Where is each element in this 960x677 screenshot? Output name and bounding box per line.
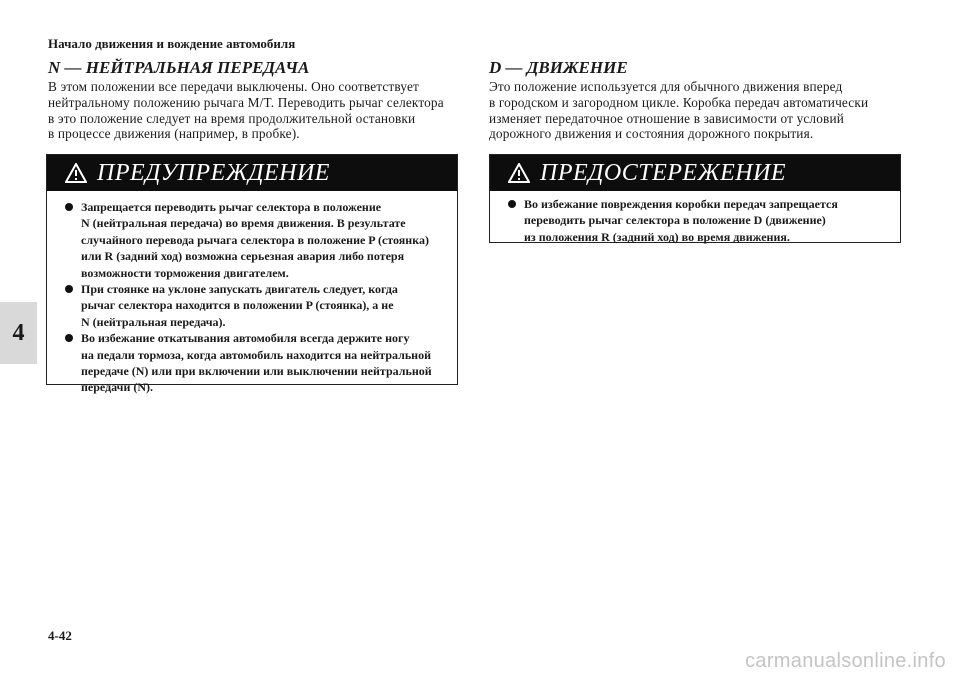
paragraph-line: Это положение используется для обычного движения вперед xyxy=(489,79,843,94)
paragraph-drive xyxy=(489,79,868,142)
warning-item xyxy=(47,281,457,330)
warning-line: Во избежание откатывания автомобиля всегда держите ногу xyxy=(81,331,410,346)
paragraph-line: В этом положении все передачи выключены. Оно соответствует xyxy=(48,79,419,94)
warning-triangle-icon xyxy=(65,163,87,183)
paragraph-line: в это положение следует на время продолжительной остановки xyxy=(48,110,416,126)
watermark: carmanualsonline.info xyxy=(745,650,946,672)
bullet-icon xyxy=(65,285,73,293)
caution-line: переводить рычаг селектора в положение D (движение) xyxy=(524,213,826,228)
warning-line: передаче (N) или при включении или выключении нейтральной xyxy=(81,364,432,379)
section-title-drive: D — ДВИЖЕНИЕ xyxy=(489,58,628,77)
bullet-icon xyxy=(508,200,516,208)
caution-line: из положения R (задний ход) во время движения. xyxy=(524,229,790,244)
warning-item xyxy=(47,330,457,396)
warning-header xyxy=(47,155,457,191)
warning-line: рычаг селектора находится в положении P (стоянка), а не xyxy=(81,298,394,313)
paragraph-line: в процессе движения (например, в пробке). xyxy=(48,126,300,142)
warning-line: Запрещается переводить рычаг селектора в положение xyxy=(81,200,382,214)
chapter-number: 4 xyxy=(12,319,25,346)
running-header: Начало движения и вождение автомобиля xyxy=(48,36,296,51)
warning-list xyxy=(47,199,457,396)
caution-item xyxy=(490,196,900,245)
warning-line: передачи (N). xyxy=(81,380,154,395)
warning-line: или R (задний ход) возможна серьезная авария либо потеря xyxy=(81,249,405,264)
warning-line: При стоянке на уклоне запускать двигатель следует, когда xyxy=(81,282,398,297)
caution-header xyxy=(490,155,900,191)
warning-item xyxy=(47,199,457,281)
warning-line: случайного перевода рычага селектора в положение P (стоянка) xyxy=(81,232,429,247)
warning-line: N (нейтральная передача) во время движения. В результате xyxy=(81,216,406,231)
caution-line: Во избежание повреждения коробки передач запрещается xyxy=(524,197,838,211)
chapter-tab xyxy=(0,302,37,364)
warning-line: на педали тормоза, когда автомобиль находится на нейтральной xyxy=(81,347,432,362)
warning-title: ПРЕДУПРЕЖДЕНИЕ xyxy=(97,159,330,186)
warning-line: N (нейтральная передача). xyxy=(81,314,226,329)
paragraph-line: в городском и загородном цикле. Коробка передач автоматически xyxy=(489,94,869,110)
page-number: 4-42 xyxy=(48,628,72,643)
warning-triangle-icon xyxy=(508,163,530,183)
warning-line: возможности торможения двигателем. xyxy=(81,265,289,280)
paragraph-line: изменяет передаточное отношение в зависимости от условий xyxy=(489,110,844,126)
paragraph-line: нейтральному положению рычага M/T. Переводить рычаг селектора xyxy=(48,94,444,110)
caution-box xyxy=(489,154,901,243)
warning-box xyxy=(46,154,458,395)
section-title-neutral: N — НЕЙТРАЛЬНАЯ ПЕРЕДАЧА xyxy=(48,58,310,77)
bullet-icon xyxy=(65,203,73,211)
caution-list xyxy=(490,196,900,245)
paragraph-line: дорожного движения и состояния дорожного покрытия. xyxy=(489,126,814,142)
paragraph-neutral xyxy=(48,79,444,142)
bullet-icon xyxy=(65,334,73,342)
caution-title: ПРЕДОСТЕРЕЖЕНИЕ xyxy=(540,159,787,186)
